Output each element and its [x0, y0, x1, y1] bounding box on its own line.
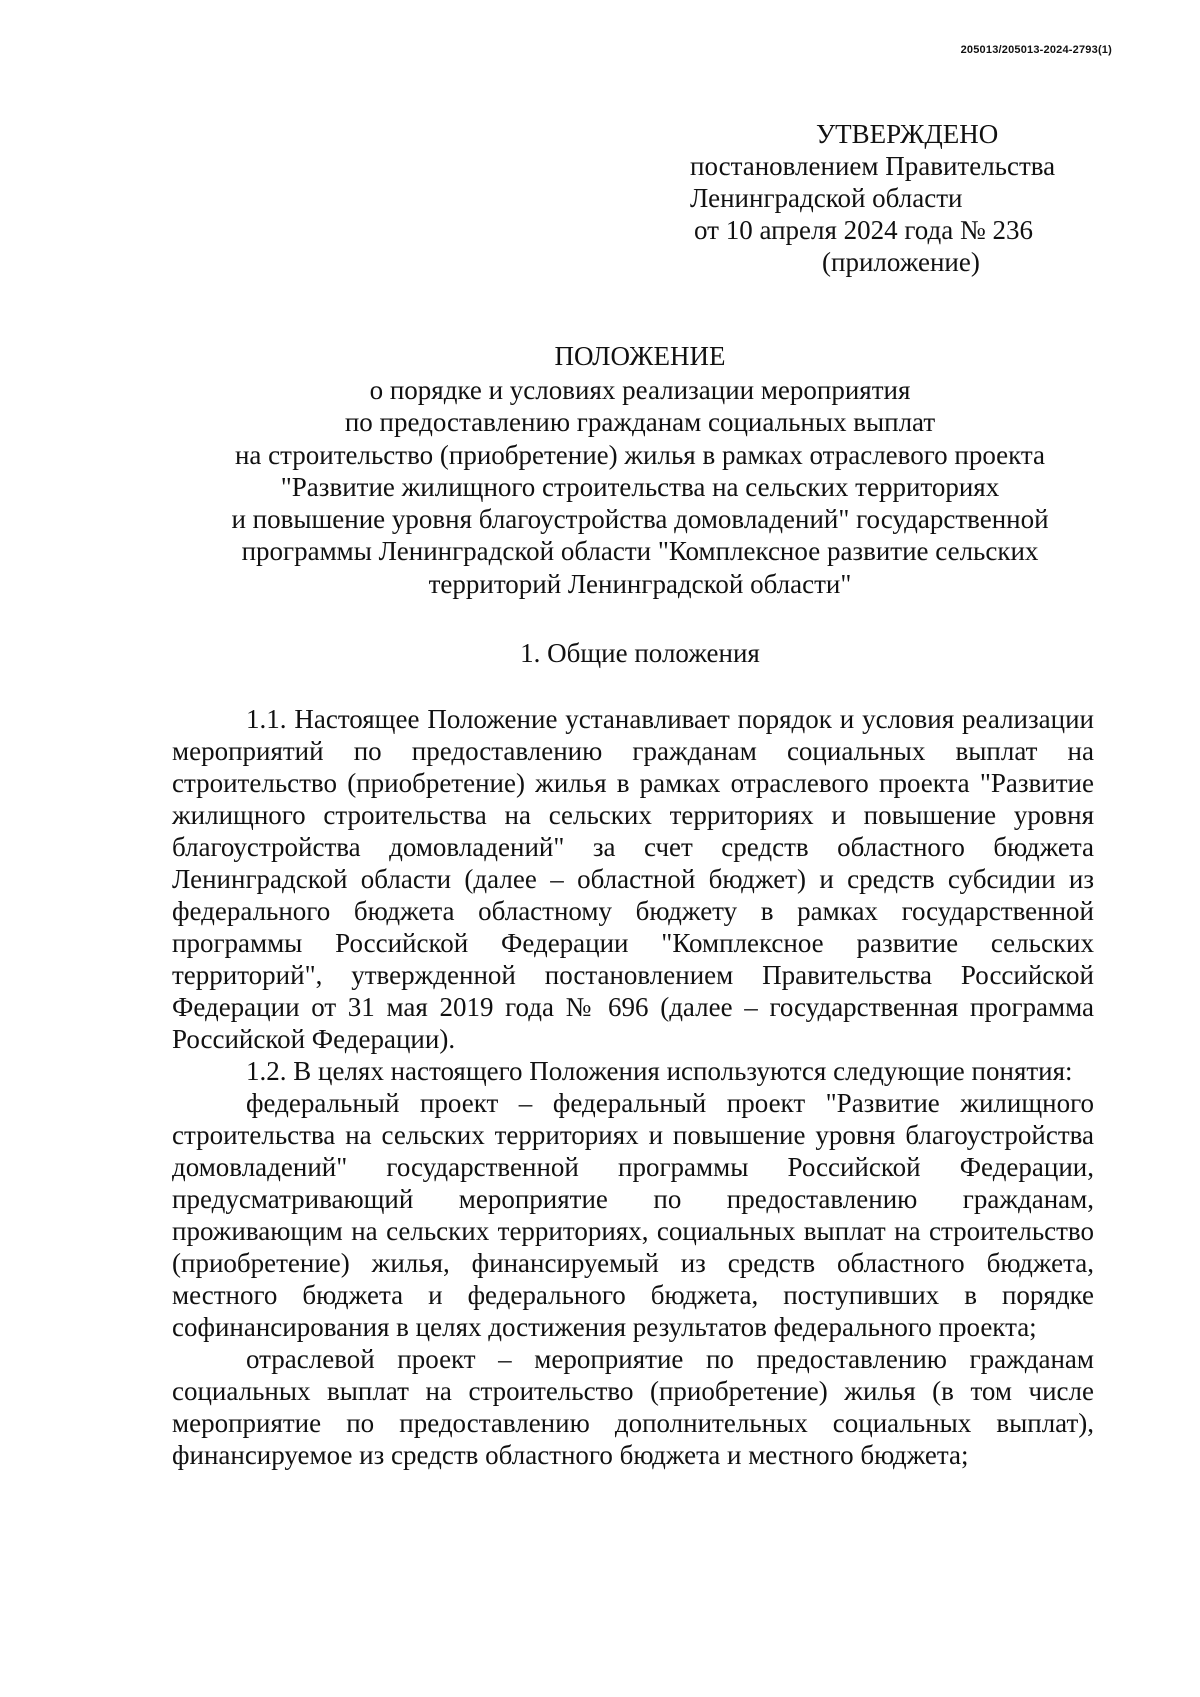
- approval-date-number: от 10 апреля 2024 года № 236: [694, 215, 1034, 245]
- subtitle-line: по предоставлению гражданам социальных выплат: [344, 407, 936, 438]
- approval-title: УТВЕРЖДЕНО: [816, 119, 999, 149]
- approval-appendix-note: (приложение): [822, 247, 980, 277]
- paragraph-1-1: 1.1. Настоящее Положение устанавливает порядок и условия реализации мероприятий по предоставлению гражданам социальных выплат на строительство (приобретение) жилья в рамках отраслевого проекта "Развитие жилищного строительства на сельских территориях и повышение уровня благоустройства домовладений" за счет средств областного бюджета Ленинградской области (далее – областной бюджет) и средств субсидии из федерального бюджета областному бюджету в рамках государственной программы Российской Федерации "Комплексное развитие сельских территорий", утвержденной постановлением Правительства Российской Федерации от 31 мая 2019 года № 696 (далее – государственная программа Российской Федерации).: [172, 704, 1094, 1054]
- definition-sectoral-project: отраслевой проект – мероприятие по предоставлению гражданам социальных выплат на строительство (приобретение) жилья (в том числе мероприятие по предоставлению дополнительных социальных выплат), финансируемое из средств областного бюджета и местного бюджета;: [172, 1344, 1094, 1470]
- document-subtitle: [0, 374, 1200, 600]
- approval-line: Ленинградской области: [690, 183, 963, 213]
- approval-stamp-block: [690, 118, 1055, 278]
- document-body: [172, 703, 1094, 1471]
- paragraph-1-2: 1.2. В целях настоящего Положения используются следующие понятия:: [246, 1056, 1073, 1086]
- subtitle-line: территорий Ленинградской области": [428, 568, 852, 599]
- definition-federal-project: федеральный проект – федеральный проект "Развитие жилищного строительства на сельских территориях и повышение уровня благоустройства домовладений" государственной программы Российской Федерации, предусматривающий мероприятие по предоставлению гражданам, проживающим на сельских территориях, социальных выплат на строительство (приобретение) жилья, финансируемый из средств областного бюджета, местного бюджета и федерального бюджета, поступивших в порядке софинансирования в целях достижения результатов федерального проекта;: [172, 1088, 1094, 1342]
- document-title: ПОЛОЖЕНИЕ: [554, 341, 726, 371]
- document-registration-number: 205013/205013-2024-2793(1): [960, 44, 1112, 56]
- section-heading: 1. Общие положения: [520, 638, 760, 668]
- subtitle-line: "Развитие жилищного строительства на сельских территориях: [280, 471, 1000, 502]
- subtitle-line: и повышение уровня благоустройства домовладений" государственной: [231, 504, 1049, 535]
- subtitle-line: на строительство (приобретение) жилья в рамках отраслевого проекта: [234, 439, 1046, 470]
- subtitle-line: программы Ленинградской области "Комплексное развитие сельских: [241, 536, 1039, 567]
- subtitle-line: о порядке и условиях реализации мероприятия: [369, 375, 911, 405]
- approval-line: постановлением Правительства: [690, 151, 1056, 181]
